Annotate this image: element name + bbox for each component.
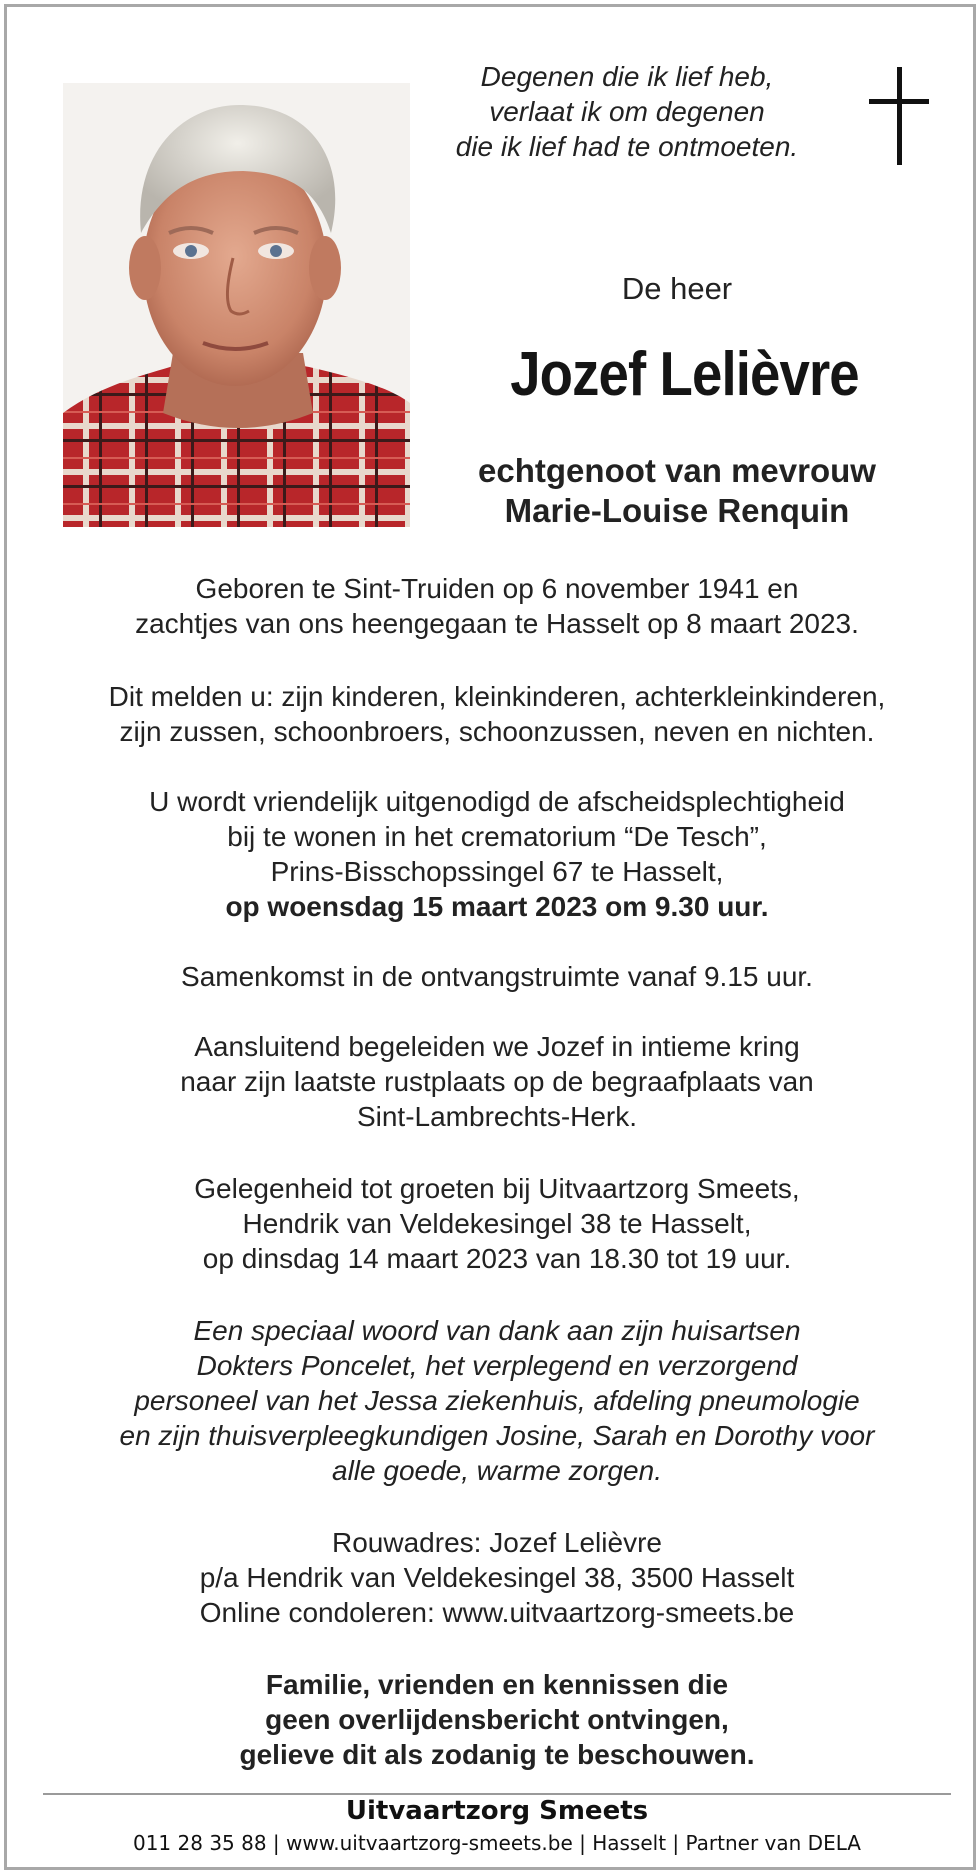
- text-line: Sint-Lambrechts-Herk.: [356, 1101, 638, 1132]
- visitation-paragraph: [47, 1171, 947, 1276]
- birth-death-paragraph: [47, 571, 947, 641]
- spouse-line: Marie-Louise Renquin: [504, 492, 850, 529]
- address-paragraph: [47, 1525, 947, 1630]
- text-line: Gelegenheid tot groeten bij Uitvaartzorg Smeets,: [194, 1173, 800, 1204]
- text-line: U wordt vriendelijk uitgenodigd de afscheidsplechtigheid: [149, 786, 845, 817]
- mourning-address: Rouwadres: Jozef Lelièvre: [332, 1527, 662, 1558]
- portrait-photo: [63, 83, 410, 527]
- text-line: geen overlijdensbericht ontvingen,: [265, 1704, 729, 1735]
- ceremony-paragraph: [47, 784, 947, 924]
- text-line: personeel van het Jessa ziekenhuis, afdeling pneumologie: [134, 1385, 860, 1416]
- text-line: naar zijn laatste rustplaats op de begraafplaats van: [180, 1066, 814, 1097]
- text-line: Dokters Poncelet, het verplegend en verzorgend: [196, 1350, 798, 1381]
- text-line: Samenkomst in de ontvangstruimte vanaf 9.15 uur.: [181, 961, 813, 992]
- ceremony-date: op woensdag 15 maart 2023 om 9.30 uur.: [225, 891, 769, 922]
- funeral-home-name: Uitvaartzorg Smeets: [345, 1796, 649, 1826]
- deceased-name: Jozef Lelièvre: [510, 340, 859, 409]
- gathering-paragraph: [47, 959, 947, 994]
- notice-paragraph: [47, 1667, 947, 1772]
- text-line: alle goede, warme zorgen.: [332, 1455, 662, 1486]
- family-paragraph: [47, 679, 947, 749]
- cross-horizontal-bar: [869, 99, 929, 104]
- spouse-info: [427, 451, 927, 531]
- text-line: Prins-Bisschopssingel 67 te Hasselt,: [270, 856, 724, 887]
- poem: [407, 59, 847, 164]
- poem-line: verlaat ik om degenen: [489, 96, 765, 127]
- portrait-image: [63, 83, 410, 527]
- latin-cross-icon: [869, 67, 929, 167]
- deceased-prefix: De heer: [621, 271, 733, 306]
- spouse-line: echtgenoot van mevrouw: [478, 452, 876, 489]
- thanks-paragraph: [47, 1313, 947, 1488]
- text-line: op dinsdag 14 maart 2023 van 18.30 tot 19 uur.: [202, 1243, 792, 1274]
- text-line: Dit melden u: zijn kinderen, kleinkinderen, achterkleinkinderen,: [108, 681, 886, 712]
- obituary-card: [4, 4, 976, 1870]
- text-line: Familie, vrienden en kennissen die: [265, 1669, 729, 1700]
- mourning-address-line: p/a Hendrik van Veldekesingel 38, 3500 Hasselt: [199, 1562, 795, 1593]
- text-line: Aansluitend begeleiden we Jozef in intieme kring: [194, 1031, 800, 1062]
- text-line: en zijn thuisverpleegkundigen Josine, Sarah en Dorothy voor: [119, 1420, 875, 1451]
- text-line: gelieve dit als zodanig te beschouwen.: [239, 1739, 755, 1770]
- text-line: zachtjes van ons heengegaan te Hasselt op 8 maart 2023.: [135, 608, 859, 639]
- text-line: zijn zussen, schoonbroers, schoonzussen, neven en nichten.: [119, 716, 875, 747]
- text-line: bij te wonen in het crematorium “De Tesch”,: [227, 821, 767, 852]
- cross-vertical-bar: [897, 67, 902, 165]
- online-condolence-link[interactable]: Online condoleren: www.uitvaartzorg-smeets.be: [199, 1597, 795, 1628]
- text-line: Een speciaal woord van dank aan zijn huisartsen: [193, 1315, 801, 1346]
- funeral-home-contact: 011 28 35 88 | www.uitvaartzorg-smeets.be | Hasselt | Partner van DELA: [132, 1831, 861, 1855]
- text-line: Hendrik van Veldekesingel 38 te Hasselt,: [242, 1208, 752, 1239]
- text-line: Geboren te Sint-Truiden op 6 november 1941 en: [195, 573, 799, 604]
- poem-line: Degenen die ik lief heb,: [480, 61, 774, 92]
- poem-line: die ik lief had te ontmoeten.: [455, 131, 799, 162]
- burial-paragraph: [47, 1029, 947, 1134]
